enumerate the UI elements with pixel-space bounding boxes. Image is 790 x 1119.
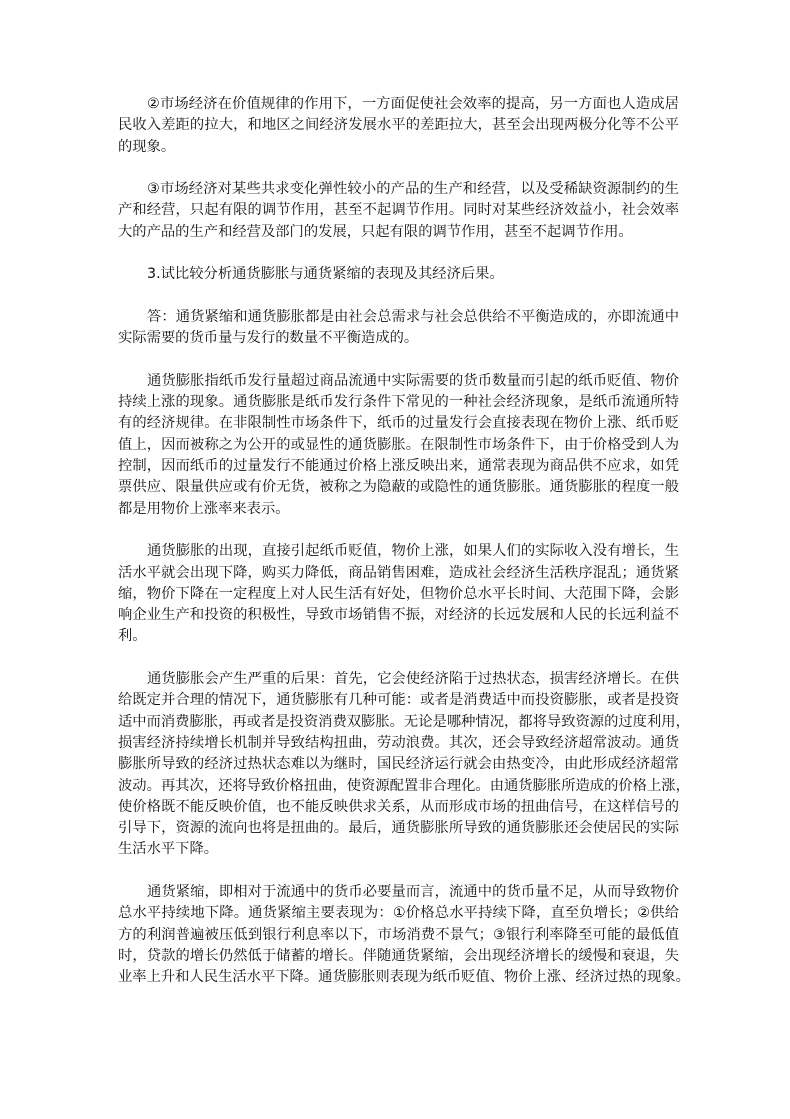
text-line: 票供应、限量供应或有价无货，被称之为隐蔽的或隐性的通货膨胀。通货膨胀的程度一般 [118, 479, 679, 496]
text-line: 利。 [118, 628, 147, 645]
text-line: 民收入差距的拉大，和地区之间经济发展水平的差距拉大，甚至会出现两极分化等不公平 [118, 117, 679, 134]
text-line: 实际需要的货币量与发行的数量不平衡造成的。 [118, 330, 419, 347]
paragraph [118, 882, 690, 988]
text-line: 大的产品的生产和经营及部门的发展，只起有限的调节作用，甚至不起调节作用。 [118, 223, 633, 240]
text-line: ③市场经济对某些共求变化弹性较小的产品的生产和经营，以及受稀缺资源制约的生 [147, 181, 679, 198]
text-line: 答：通货紧缩和通货膨胀都是由社会总需求与社会总供给不平衡造成的，亦即流通中 [147, 308, 679, 325]
text-line: 产和经营，只起有限的调节作用，甚至不起调节作用。同时对某些经济效益小，社会效率 [118, 202, 679, 219]
text-line: 有的经济规律。在非限制性市场条件下，纸币的过量发行会直接表现在物价上涨、纸币贬 [118, 415, 679, 432]
text-line: 活水平就会出现下降，购买力降低，商品销售困难，造成社会经济生活秩序混乱；通货紧 [118, 564, 679, 581]
text-line: 时，贷款的增长仍然低于储蓄的增长。伴随通货紧缩，会出现经济增长的缓慢和衰退，失 [118, 947, 679, 964]
text-line: 都是用物价上涨率来表示。 [118, 500, 290, 517]
text-line: 使价格既不能反映价值，也不能反映供求关系，从而形成市场的扭曲信号，在这样信号的 [118, 798, 679, 815]
document-body [118, 94, 690, 1010]
text-line: 生活水平下降。 [118, 841, 219, 858]
text-line: ②市场经济在价值规律的作用下，一方面促使社会效率的提高，另一方面也人造成居 [147, 96, 679, 112]
text-line: 响企业生产和投资的积极性，导致市场销售不振，对经济的长远发展和人民的长远利益不 [118, 607, 679, 624]
text-line: 适中而消费膨胀，再或者是投资消费双膨胀。无论是哪种情况，都将导致资源的过度利用， [118, 713, 690, 730]
text-line: 波动。再其次，还将导致价格扭曲，使资源配置非合理化。由通货膨胀所造成的价格上涨， [118, 777, 690, 794]
paragraph [118, 94, 679, 158]
text-line: 损害经济持续增长机制并导致结构扭曲，劳动浪费。其次，还会导致经济超常波动。通货 [118, 734, 679, 751]
text-line: 值上，因而被称之为公开的或显性的通货膨胀。在限制性市场条件下，由于价格受到人为 [118, 436, 679, 453]
text-line: 通货紧缩，即相对于流通中的货币必要量而言，流通中的货币量不足，从而导致物价 [147, 883, 679, 900]
text-line: 通货膨胀的出现，直接引起纸币贬值，物价上涨，如果人们的实际收入没有增长，生 [147, 543, 679, 560]
text-line: 膨胀所导致的经济过热状态难以为继时，国民经济运行就会由热变冷，由此形成经济超常 [118, 756, 679, 773]
text-line: 方的利润普遍被压低到银行利息率以下，市场消费不景气；③银行利率降至可能的最低值 [118, 926, 679, 943]
text-line: 的现象。 [118, 138, 176, 155]
text-line: 持续上涨的现象。通货膨胀是纸币发行条件下常见的一种社会经济现象，是纸币流通所特 [118, 394, 679, 411]
text-line: 业率上升和人民生活水平下降。通货膨胀则表现为纸币贬值、物价上涨、经济过热的现象。 [118, 969, 690, 986]
text-line: 引导下，资源的流向也将是扭曲的。最后，通货膨胀所导致的通货膨胀还会使居民的实际 [118, 820, 679, 837]
text-line: 通货膨胀指纸币发行量超过商品流通中实际需要的货币数量而引起的纸币贬值、物价 [147, 372, 679, 389]
paragraph [118, 669, 690, 861]
text-line: 通货膨胀会产生严重的后果：首先，它会使经济陷于过热状态，损害经济增长。在供 [147, 671, 679, 688]
paragraph [118, 307, 679, 350]
paragraph [118, 541, 679, 647]
text-line: 给既定并合理的情况下，通货膨胀有几种可能：或者是消费适中而投资膨胀，或者是投资 [118, 692, 679, 709]
paragraph [118, 179, 679, 243]
text-line: 总水平持续地下降。通货紧缩主要表现为：①价格总水平持续下降，直至负增长；②供给 [118, 905, 679, 922]
question-heading [118, 264, 679, 285]
paragraph [118, 371, 679, 520]
text-line: 缩，物价下降在一定程度上对人民生活有好处，但物价总水平长时间、大范围下降，会影 [118, 585, 679, 602]
text-line: 3.试比较分析通货膨胀与通货紧缩的表现及其经济后果。 [147, 266, 504, 283]
text-line: 控制，因而纸币的过量发行不能通过价格上涨反映出来，通常表现为商品供不应求，如凭 [118, 458, 679, 475]
